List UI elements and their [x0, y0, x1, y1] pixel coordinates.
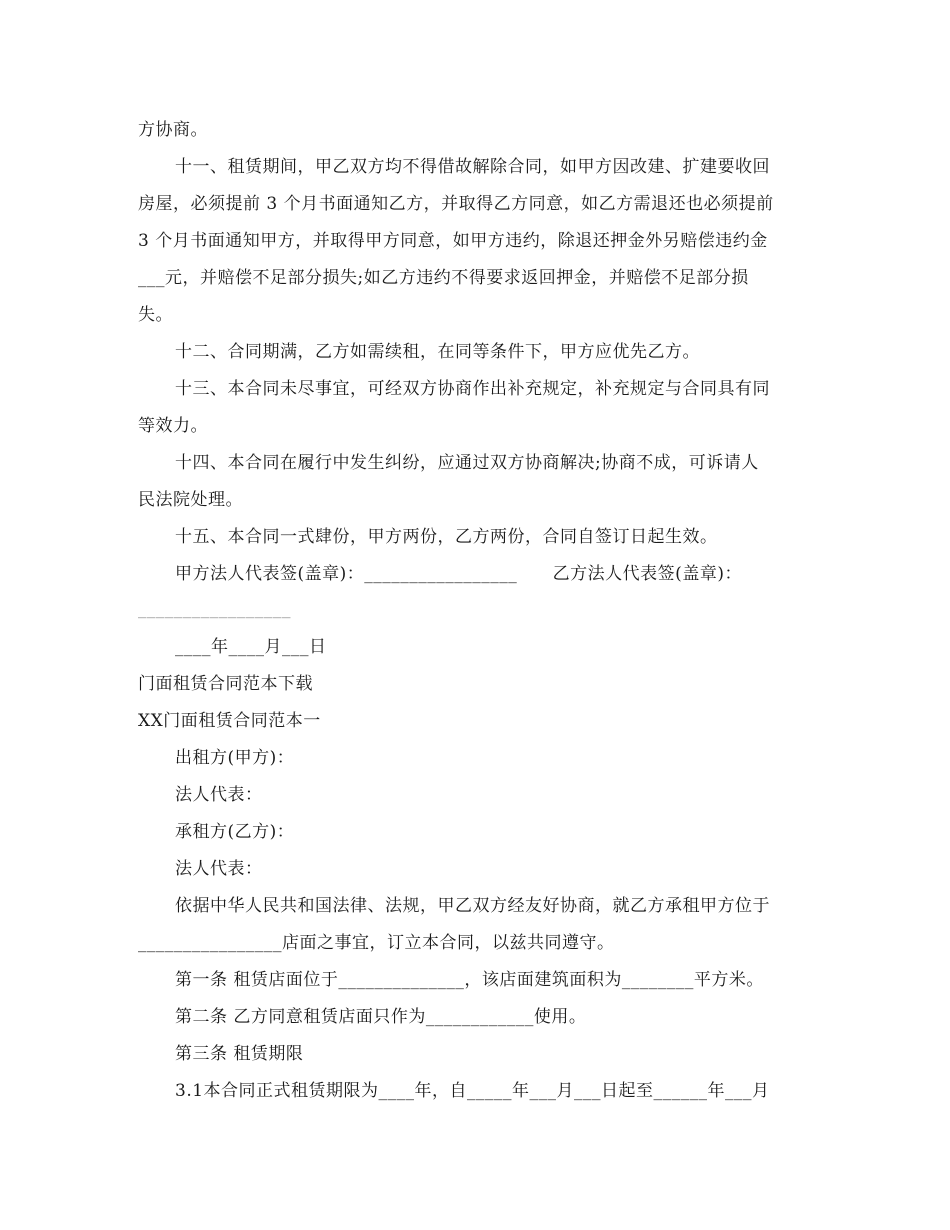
lessor-rep-label: 法人代表： — [175, 785, 263, 805]
clause-14-line-1: 十四、本合同在履行中发生纠纷，应通过双方协商解决;协商不成，可诉请人 — [175, 453, 759, 473]
lessee-rep-label: 法人代表： — [175, 859, 263, 879]
signature-blank: _________________ — [138, 599, 291, 619]
preamble-line-1: 依据中华人民共和国法律、法规，甲乙双方经友好协商，就乙方承租甲方位于 — [175, 896, 770, 916]
section-title: 门面租赁合同范本下载 — [138, 674, 313, 694]
clause-13-line-2: 等效力。 — [138, 416, 208, 436]
lessee-label: 承租方(乙方)： — [175, 822, 295, 842]
date-line: ____年____月___日 — [175, 637, 327, 657]
clause-11-line-3: 3 个月书面通知甲方，并取得甲方同意，如甲方违约，除退还押金外另赔偿违约金 — [138, 231, 768, 251]
clause-11-line-5: 失。 — [138, 305, 173, 325]
lessor-label: 出租方(甲方)： — [175, 748, 295, 768]
paragraph-line: 方协商。 — [138, 120, 208, 140]
signature-line: 甲方法人代表签(盖章)：_________________ 乙方法人代表签(盖章)： — [175, 564, 742, 584]
clause-15: 十五、本合同一式肆份，甲方两份，乙方两份，合同自签订日起生效。 — [175, 527, 718, 547]
contract-title: XX门面租赁合同范本一 — [138, 711, 321, 731]
article-3-title: 第三条 租赁期限 — [175, 1044, 304, 1064]
article-1: 第一条 租赁店面位于______________，该店面建筑面积为________平方米。 — [175, 970, 764, 990]
clause-11-line-2: 房屋，必须提前 3 个月书面通知乙方，并取得乙方同意，如乙方需退还也必须提前 — [138, 194, 774, 214]
clause-11-line-1: 十一、租赁期间，甲乙双方均不得借故解除合同，如甲方因改建、扩建要收回 — [175, 157, 770, 177]
article-2: 第二条 乙方同意租赁店面只作为____________使用。 — [175, 1007, 587, 1027]
preamble-line-2: ________________店面之事宜，订立本合同，以兹共同遵守。 — [138, 933, 615, 953]
clause-14-line-2: 民法院处理。 — [138, 490, 243, 510]
clause-13-line-1: 十三、本合同未尽事宜，可经双方协商作出补充规定，补充规定与合同具有同 — [175, 379, 770, 399]
clause-12: 十二、合同期满，乙方如需续租，在同等条件下，甲方应优先乙方。 — [175, 342, 700, 362]
article-3-1: 3.1本合同正式租赁期限为____年，自_____年___月___日起至______年___月 — [175, 1081, 770, 1101]
clause-11-line-4: ___元，并赔偿不足部分损失;如乙方违约不得要求返回押金，并赔偿不足部分损 — [138, 268, 749, 288]
